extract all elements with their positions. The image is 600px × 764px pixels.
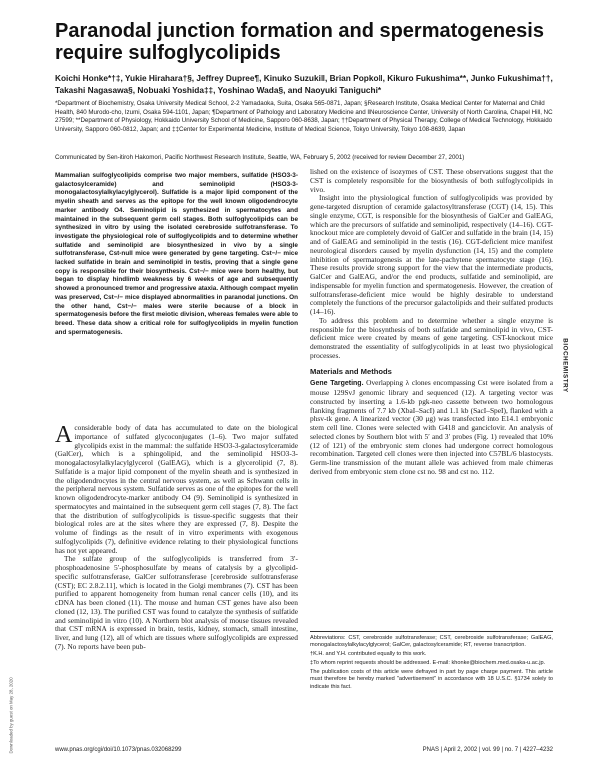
gene-targeting-heading: Gene Targeting. [310, 380, 364, 388]
drop-cap: A [55, 422, 73, 448]
methods-heading: Materials and Methods [310, 366, 392, 376]
footnote-equal-contribution: †K.H. and Y.H. contributed equally to this work. [310, 651, 427, 658]
intro-paragraph-2: The sulfate group of the sulfoglycolipids is transferred from 3′-phosphoadenosine 5′-phosphosulfate by means of catalysis by a glycolipid-specific sulfotransferase, GalCer sulfotransferase [cerebroside sulfotransferase (CST); EC 2.8.2.11], which is located in the Golgi membranes (7). CST has been purified to apparent homogeneity from human renal cancer cells (10), and its cDNA has been cloned (11). The mouse and human CST genes have also been cloned (12, 13). The purified CST was found to catalyze the synthesis of sulfatide and seminolipid in vitro (10). A Northern blot analysis of mouse tissues revealed that CST mRNA is expressed in brain, testis, kidney, stomach, small intestine, liver, and lung (12), all of which are tissues where sulfoglycolipids are expressed (7). No reports have been pub- [55, 554, 298, 651]
right-paragraph-2: To address this problem and to determine whether a single enzyme is responsible for the biosynthesis of both sulfatide and seminolipid in vivo, CST-deficient mice were created by means of gene targeting. CST-knockout mice demonstrated the essentiality of sulfoglycolipids in at least two physiological processes. [310, 315, 553, 360]
gene-targeting-text: Overlapping λ clones encompassing Cst were isolated from a mouse 129SvJ genomic library and sequenced (12). A targeting vector was constructed by inserting a 1.6-kb pgk-neo cassette between two homologous flanking fragments of 7.7 kb (XbaI–SacI) and 1.1 kb (SacI–SpeI), flanked with a phsv-tk gene. A linearized vector (30 μg) was transfected into E14.1 embryonic stem cell line. Clones were selected with G418 and ganciclovir. An analysis of selected clones by Southern blot with 5′ and 3′ probes (Fig. 1) revealed that 10% (12 of 121) of the embryonic stem clones had undergone correct homologous recombination. Targeted cell clones were then injected into C57BL/6 blastocysts. Germ-line transmission of the mutant allele was achieved from male chimeras derived from embryonic stem clone cst no. 98 and cst no. 112. [310, 378, 553, 476]
download-margin-note-text: Downloaded by guest on May 28, 2020 [8, 677, 14, 754]
intro-paragraph-1 [55, 424, 298, 555]
footnotes [310, 631, 553, 693]
doi-link[interactable]: www.pnas.org/cgi/doi/10.1073/pnas.032068299 [55, 747, 182, 753]
abstract: Mammalian sulfoglycolipids comprise two major members, sulfatide (HSO3-3-galactosylceramide) and seminolipid (HSO3-3-monogalactosylalkylacylglycerol). Sulfatide is a major lipid component of the myelin sheath and serves as the epitope for the well known oligodendrocyte marker antibody O4. Seminolipid is synthesized in spermatocytes and maintained in the subsequent germ cell stages. Both sulfoglycolipids can be synthesized in vitro by using the isolated cerebroside sulfotransferase. To investigate the physiological role of sulfoglycolipids and to determine whether sulfatide and seminolipid are biosynthesized in vivo by a single sulfotransferase, Cst-null mice were generated by gene targeting. Cst−/− mice lacked sulfatide in brain and seminolipid in testis, proving that a single gene copy is responsible for their biosynthesis. Cst−/− mice were born healthy, but began to display hindlimb weakness by 6 weeks of age and subsequently showed a pronounced tremor and progressive ataxia. Although compact myelin was preserved, Cst−/− mice displayed abnormalities in paranodal junctions. On the other hand, Cst−/− males were sterile because of a block in spermatogenesis before the first meiotic division, whereas females were able to breed. These data show a critical role for sulfoglycolipids in myelin function and spermatogenesis. [55, 172, 298, 336]
section-side-label-text: BIOCHEMISTRY [561, 338, 569, 393]
communicated-by: Communicated by Sen-itiroh Hakomori, Pacific Northwest Research Institute, Seattle, WA, February 5, 2002 (received for review December 27, 2001) [55, 154, 465, 161]
footnote-page-charges: The publication costs of this article were defrayed in part by page charge payment. This article must therefore be hereby marked "advertisement" in accordance with 18 U.S.C. §1734 solely to indicate this fact. [310, 669, 553, 690]
right-paragraph-1: Insight into the physiological function of sulfoglycolipids was provided by gene-targeted disruption of ceramide galactosyltransferase (CGT) (14, 15). This single enzyme, CGT, is responsible for the biosynthesis of GalCer and GalEAG, which are the precursors of sulfatide and seminolipid, respectively (14–16). CGT-knockout mice are completely devoid of GalCer and sulfatide in the brain (14, 15) and of GalEAG and seminolipid in the testis (16). CGT-deficient mice manifest neurological disorders caused by myelin dysfunction (14, 15) and the complete inhibition of spermatogenesis at the late-pachytene spermatocyte stage (16). These results provide strong support for the view that the intermediate products, GalCer and GalEAG, and/or the end products, sulfatide and seminolipid, are indispensable for myelin function and spermatogenesis. However, the creation of sulfotransferase-deficient mice would be highly desirable to understand completely the functions of the precursor galactolipids and their sulfated products (14–16). [310, 193, 553, 316]
download-margin-note [4, 606, 16, 756]
footnote-abbreviations: Abbreviations: CST, cerebroside sulfotransferase; CST, cerebroside sulfotransferase; GalEAG, monogalactosylalkylacylglycerol; GalCer, galactosylceramide; RT, reverse transcription. [310, 635, 553, 649]
introduction [55, 424, 298, 652]
intro-paragraph-1-text: considerable body of data has accumulated to date on the biological importance of sulfated glycoconjugates (1–6). Two major sulfated glycolipids exist in the mammal: the sulfatide HSO3-3-galactosylceramide (GalCer), which is a sphingolipid, and the seminolipid HSO3-3-monogalactosylalkylacylglycerol (GalEAG), which is a glycerolipid (7, 8). Sulfatide is a major lipid component of the myelin sheath and is synthesized in the oligodendrocytes in the central nervous system, as well as Schwann cells in the peripheral nervous system. Sulfatide serves as one of the epitopes for the well known oligodendrocyte-marker antibody O4 (9). Seminolipid is synthesized in spermatocytes and maintained in the subsequent germ cell stages (7, 8). The fact that the distribution of sulfoglycolipids is tissue-specific suggests that their biological roles are at the sites where they are expressed (7, 8). Despite the volume of findings as the result of in vitro experiments with exogenous sulfoglycolipids (7), definitive evidence relating to their physiological functions has not yet appeared. [55, 423, 298, 555]
right-paragraph-0: lished on the existence of isozymes of CST. These observations suggest that the CST is completely responsible for the biosynthesis of both sulfoglycolipids in vivo. [310, 167, 553, 194]
affiliations: *Department of Biochemistry, Osaka University Medical School, 2-2 Yamadaoka, Suita, Osaka 565-0871, Japan; §Research Institute, Osaka Medical Center for Maternal and Child Health, 840 Murodo-cho, Izumi, Osaka 594-1101, Japan; ¶Department of Pathology and Laboratory Medicine and ‖Neuroscience Center, University of North Carolina, Chapel Hill, NC 27599; **Department of Physiology, Hokkaido University School of Medicine, Sapporo 060-8638, Japan; ††Department of Physical Therapy, College of Medical Technology, Hokkaido University, Sapporo 060-0812, Japan; and ‡‡Center for Experimental Medicine, Institute of Medical Science, Tokyo University, Tokyo 108-8639, Japan [55, 100, 553, 134]
author-list: Koichi Honke*†‡, Yukie Hirahara†§, Jeffrey Dupree¶, Kinuko Suzuki‖, Brian Popko‖, Kikuro Fukushima**, Junko Fukushima††, Takashi Nagasawa§, Nobuaki Yoshida‡‡, Yoshinao Wada§, and Naoyuki Taniguchi* [55, 73, 553, 95]
article-title: Paranodal junction formation and spermatogenesis require sulfoglycolipids [55, 20, 544, 64]
footnote-correspondence: ‡To whom reprint requests should be addressed. E-mail: khonke@biochem.med.osaka-u.ac.jp. [310, 660, 546, 667]
section-side-label [560, 332, 572, 402]
right-column [310, 168, 553, 477]
journal-citation: PNAS | April 2, 2002 | vol. 99 | no. 7 | 4227–4232 [422, 747, 553, 753]
gene-targeting-paragraph [310, 379, 553, 476]
